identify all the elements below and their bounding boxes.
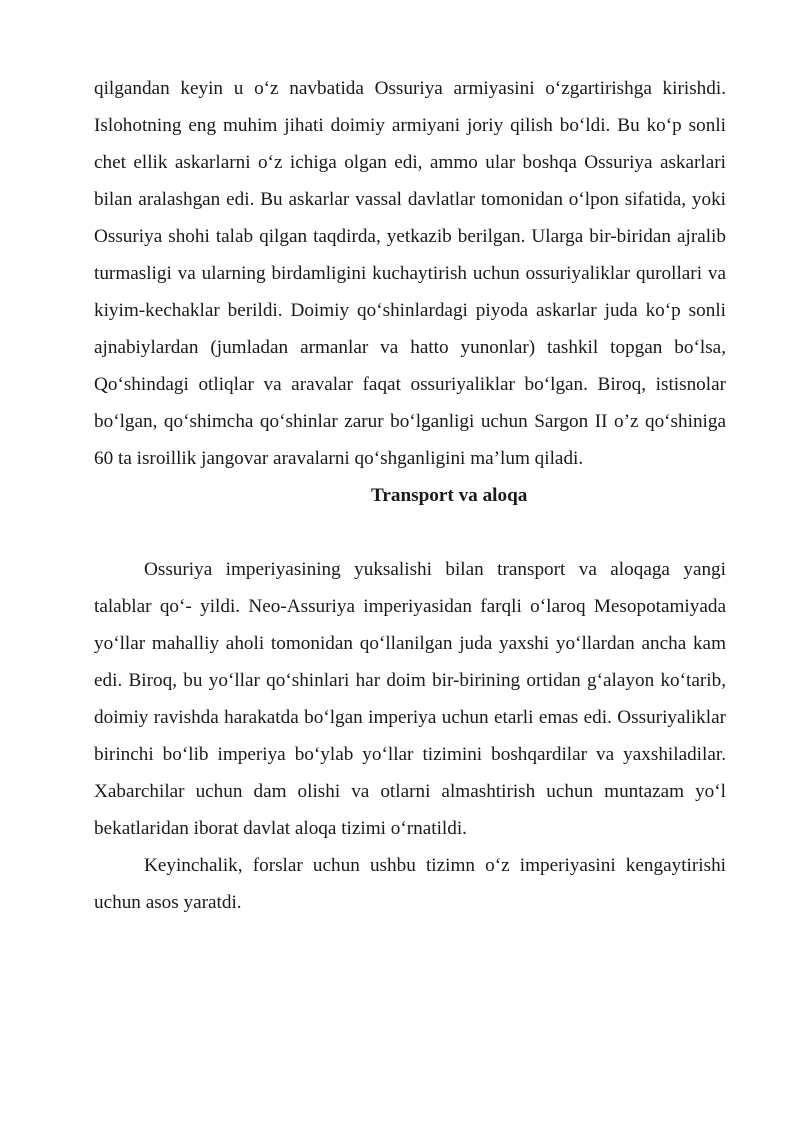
document-page bbox=[94, 70, 726, 921]
paragraph-army-reform: qilgandan keyin u o‘z navbatida Ossuriya armiyasini o‘zgartirishga kirishdi. Islohotning eng muhim jihati doimiy armiyani joriy qilish bo‘ldi. Bu ko‘p sonli chet ellik askarlarni o‘z ichiga olgan edi, ammo ular boshqa Ossuriya askarlari bilan aralashgan edi. Bu askarlar vassal davlatlar tomonidan o‘lpon sifatida, yoki Ossuriya shohi talab qilgan taqdirda, yetkazib berilgan. Ularga bir-biridan ajralib turmasligi va ularning birdamligini kuchaytirish uchun ossuriyaliklar qurollari va kiyim-kechaklar berildi. Doimiy qo‘shinlardagi piyoda askarlar juda ko‘p sonli ajnabiylardan (jumladan armanlar va hatto yunonlar) tashkil topgan bo‘lsa, Qo‘shindagi otliqlar va aravalar faqat ossuriyaliklar bo‘lgan. Biroq, istisnolar bo‘lgan, qo‘shimcha qo‘shinlar zarur bo‘lganligi uchun Sargon II o’z qo‘shiniga 60 ta isroillik jangovar aravalarni qo‘shganligini ma’lum qiladi. bbox=[94, 78, 726, 469]
heading-spacer bbox=[94, 514, 726, 551]
paragraph-persians: Keyinchalik, forslar uchun ushbu tizimn o‘z imperiyasini kengaytirishi uchun asos yaratdi. bbox=[94, 855, 726, 913]
section-heading: Transport va aloqa bbox=[371, 485, 528, 506]
paragraph-transport: Ossuriya imperiyasining yuksalishi bilan transport va aloqaga yangi talablar qo‘- yildi. Neo-Assuriya imperiyasidan farqli o‘laroq Mesopotamiyada yo‘llar mahalliy aholi tomonidan qo‘llanilgan juda yaxshi yo‘llardan ancha kam edi. Biroq, bu yo‘llar qo‘shinlari har doim bir-birining ortidan g‘alayon ko‘tarib, doimiy ravishda harakatda bo‘lgan imperiya uchun etarli emas edi. Ossuriyaliklar birinchi bo‘lib imperiya bo‘ylab yo‘llar tizimini boshqardilar va yaxshiladilar. Xabarchilar uchun dam olishi va otlarni almashtirish uchun muntazam yo‘l bekatlaridan iborat davlat aloqa tizimi o‘rnatildi. bbox=[94, 559, 726, 839]
